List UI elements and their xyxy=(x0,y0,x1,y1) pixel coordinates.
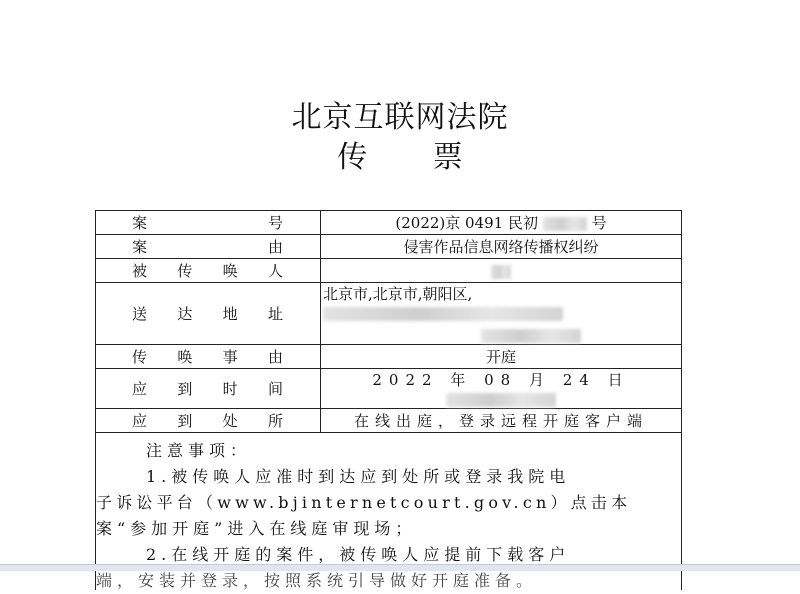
table-row xyxy=(96,345,682,369)
address-value xyxy=(321,283,682,345)
note-item-1-line-3: 案“参加开庭”进入在线庭审现场； xyxy=(96,519,417,538)
row-label-summoned-person: 被传唤人 xyxy=(96,259,321,283)
table-row xyxy=(96,283,682,345)
redacted-address xyxy=(323,307,563,321)
row-label-cause: 案由 xyxy=(96,235,321,259)
window-bottom-edge xyxy=(0,564,800,571)
reason-value: 开庭 xyxy=(321,345,682,369)
note-item-1-line-2: 子诉讼平台（www.bjinternetcourt.gov.cn）点击本 xyxy=(96,493,632,512)
redacted-time xyxy=(446,393,556,407)
note-item-1-line-1: 1.被传唤人应准时到达应到处所或登录我院电 xyxy=(146,467,571,486)
summoned-person-value xyxy=(321,259,682,283)
redacted-case-number xyxy=(543,217,587,231)
table-row xyxy=(96,259,682,283)
row-label-address: 送达地址 xyxy=(96,283,321,345)
redacted-address-line2 xyxy=(481,329,581,343)
table-row xyxy=(96,369,682,409)
address-text: 北京市,北京市,朝阳区, xyxy=(323,285,473,303)
note-item-2-line-2: 端，安装并登录，按照系统引导做好开庭准备。 xyxy=(96,571,538,590)
table-row xyxy=(96,235,682,259)
court-name: 北京互联网法院 xyxy=(291,100,509,135)
case-number-value xyxy=(321,211,682,235)
row-label-location: 应到处所 xyxy=(96,409,321,433)
document-type: 传 票 xyxy=(337,140,491,175)
row-label-case-number: 案号 xyxy=(96,211,321,235)
table-row xyxy=(96,211,682,235)
date-text: 2022 年 08 月 24 日 xyxy=(372,371,630,389)
notes-heading: 注意事项： xyxy=(146,441,252,460)
row-label-reason: 传唤事由 xyxy=(96,345,321,369)
redacted-name xyxy=(491,265,511,279)
cause-value: 侵害作品信息网络传播权纠纷 xyxy=(321,235,682,259)
note-item-2-line-1: 2.在线开庭的案件，被传唤人应提前下载客户 xyxy=(146,545,571,564)
row-label-time: 应到时间 xyxy=(96,369,321,409)
case-number-prefix: (2022)京 0491 民初 xyxy=(395,214,538,232)
time-value xyxy=(321,369,682,409)
location-value: 在线出庭，登录远程开庭客户端 xyxy=(321,409,682,433)
summons-table xyxy=(95,210,682,433)
case-number-suffix: 号 xyxy=(591,214,607,232)
